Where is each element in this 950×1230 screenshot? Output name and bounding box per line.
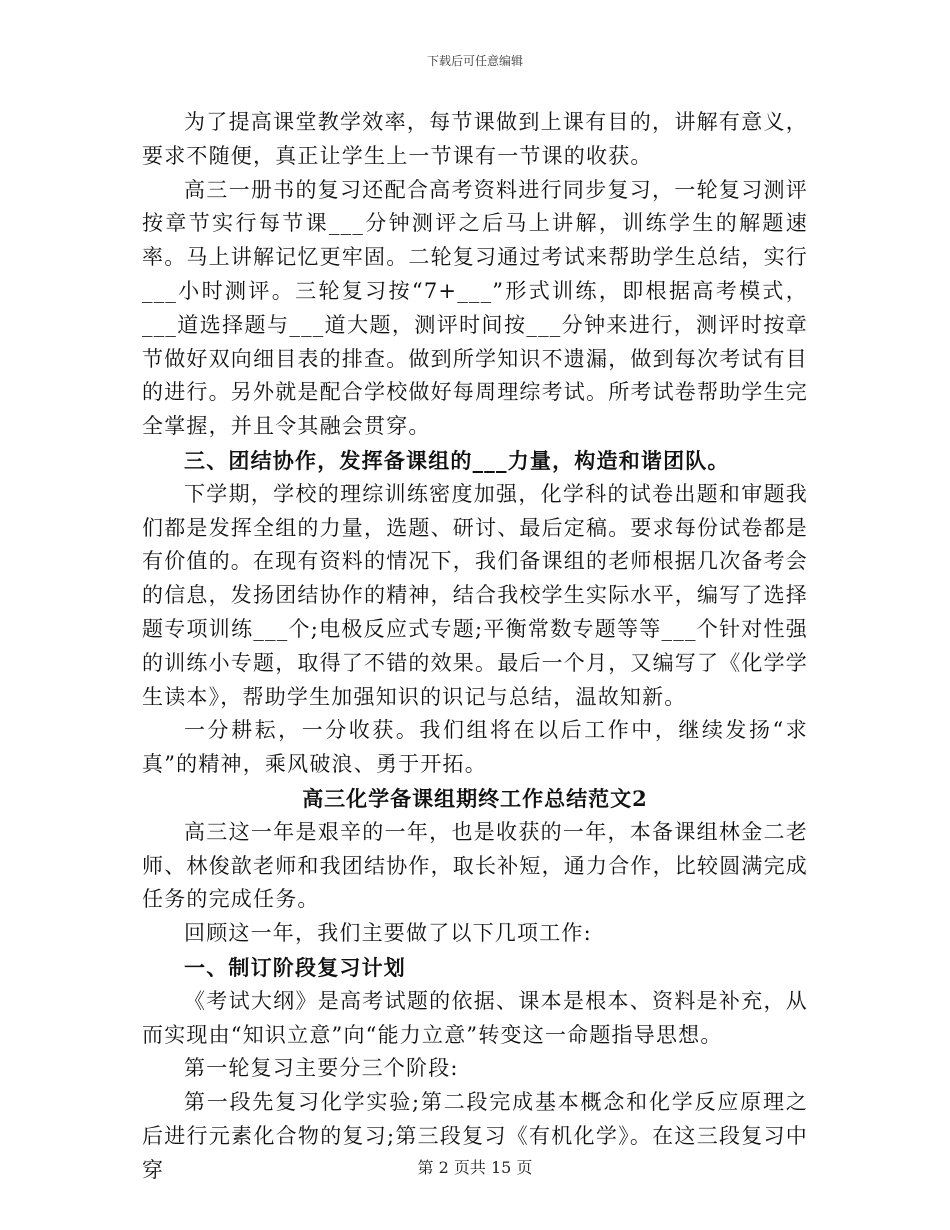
paragraph: 第一段先复习化学实验;第二段完成基本概念和化学反应原理之后进行元素化合物的复习;第三段复习《有机化学》。在这三段复习中穿 xyxy=(142,1090,808,1182)
paragraph: 一分耕耘，一分收获。我们组将在以后工作中，继续发扬“求真”的精神，乘风破浪、勇于开拓。 xyxy=(142,718,808,777)
paragraph: 《考试大纲》是高考试题的依据、课本是根本、资料是补充，从而实现由“知识立意”向“能力立意”转变这一命题指导思想。 xyxy=(142,988,808,1047)
paragraph: 下学期，学校的理综训练密度加强，化学科的试卷出题和审题我们都是发挥全组的力量，选题、研讨、最后定稿。要求每份试卷都是有价值的。在现有资料的情况下，我们备课组的老师根据几次备考会的信息，发扬团结协作的精神，结合我校学生实际水平，编写了选择题专项训练___个;电极反应式专题;平衡常数专题等等___个针对性强的训练小专题，取得了不错的效果。最后一个月，又编写了《化学学生读本》，帮助学生加强知识的识记与总结，温故知新。 xyxy=(142,481,808,709)
page-header: 下载后可任意编辑 xyxy=(426,54,523,68)
section-heading: 一、制订阶段复习计划 xyxy=(184,954,406,980)
document-body xyxy=(142,106,808,1188)
paragraph: 高三这一年是艰辛的一年，也是收获的一年，本备课组林金二老师、林俊歆老师和我团结协作，取长补短，通力合作，比较圆满完成任务的完成任务。 xyxy=(142,819,808,912)
paragraph: 高三一册书的复习还配合高考资料进行同步复习，一轮复习测评按章节实行每节课___分钟测评之后马上讲解，训练学生的解题速率。马上讲解记忆更牢固。二轮复习通过考试来帮助学生总结，实行___小时测评。三轮复习按“7+___”形式训练，即根据高考模式，___道选择题与___道大题，测评时间按___分钟来进行，测评时按章节做好双向细目表的排查。做到所学知识不遗漏，做到每次考试有目的进行。另外就是配合学校做好每周理综考试。所考试卷帮助学生完全掌握，并且令其融会贯穿。 xyxy=(142,177,808,439)
paragraph: 第一轮复习主要分三个阶段: xyxy=(184,1056,459,1081)
page-footer: 第 2 页共 15 页 xyxy=(417,1158,533,1177)
section-heading: 三、团结协作，发挥备课组的___力量，构造和谐团队。 xyxy=(184,447,730,473)
document-title: 高三化学备课组期终工作总结范文2 xyxy=(302,785,648,811)
paragraph: 为了提高课堂教学效率，每节课做到上课有目的，讲解有意义，要求不随便，真正让学生上一节课有一节课的收获。 xyxy=(142,110,808,168)
paragraph: 回顾这一年，我们主要做了以下几项工作: xyxy=(184,921,592,946)
